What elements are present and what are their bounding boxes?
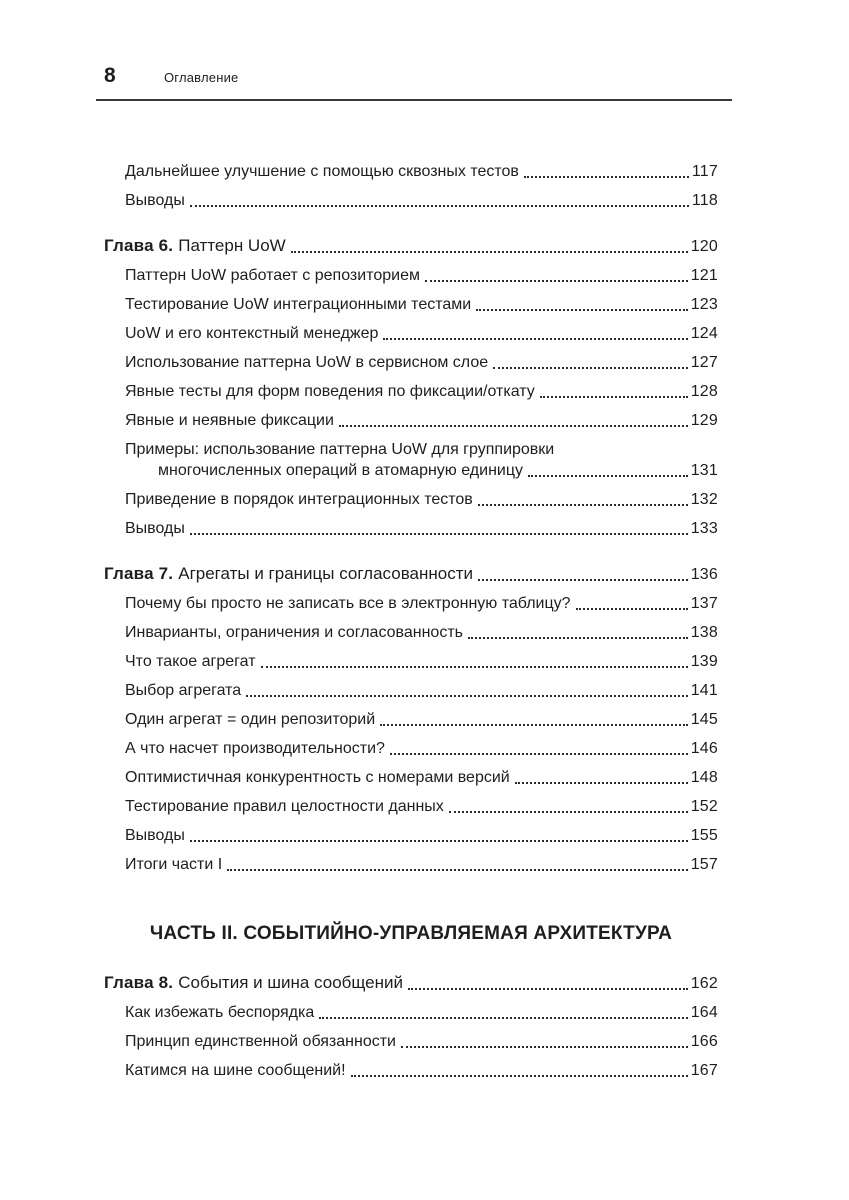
entry-title: Агрегаты и границы согласованности (178, 564, 474, 583)
dot-leader (351, 1075, 688, 1077)
toc-entry (104, 768, 718, 787)
chapter-label: Глава 8. (104, 973, 174, 992)
page-number: 152 (690, 798, 718, 815)
entry-title: Явные тесты для форм поведения по фиксации/откату (125, 383, 535, 400)
entry-title: Выбор агрегата (125, 682, 242, 699)
entry-title: Оптимистичная конкурентность с номерами версий (125, 769, 510, 786)
dot-leader (190, 533, 688, 535)
toc-entry (104, 1061, 718, 1080)
toc-entry (104, 855, 718, 874)
entry-title: Выводы (125, 192, 185, 209)
toc-entry-continuation (104, 461, 718, 480)
dot-leader (390, 753, 688, 755)
dot-leader (380, 724, 688, 726)
page-number: 132 (690, 491, 718, 508)
entry-title: Выводы (125, 827, 185, 844)
dot-leader (246, 695, 688, 697)
dot-leader (227, 869, 688, 871)
page-number: 137 (690, 595, 718, 612)
entry-title: Почему бы просто не записать все в электронную таблицу? (125, 595, 571, 612)
page-number: 131 (690, 462, 718, 479)
entry-title: Тестирование правил целостности данных (125, 798, 444, 815)
chapter-label: Глава 7. (104, 564, 174, 583)
entry-title: Катимся на шине сообщений! (125, 1062, 346, 1079)
page-number: 155 (690, 827, 718, 844)
dot-leader (478, 504, 688, 506)
dot-leader (190, 840, 688, 842)
toc-entry (104, 797, 718, 816)
entry-title: Тестирование UoW интеграционными тестами (125, 296, 472, 313)
entry-title: Принцип единственной обязанности (125, 1033, 396, 1050)
toc-entry (104, 162, 718, 181)
toc-entry-chapter (104, 973, 718, 993)
toc-entry-wrapped (104, 440, 718, 459)
dot-leader (291, 251, 688, 253)
dot-leader (576, 608, 688, 610)
running-title: Оглавление (163, 70, 239, 85)
toc-entry (104, 411, 718, 430)
entry-title: многочисленных операций в атомарную единицу (158, 462, 524, 479)
toc-entry (104, 826, 718, 845)
toc-entry (104, 519, 718, 538)
dot-leader (425, 280, 688, 282)
toc-entry-chapter (104, 564, 718, 584)
part-heading: ЧАСТЬ II. СОБЫТИЙНО-УПРАВЛЯЕМАЯ АРХИТЕКТУРА (149, 923, 673, 944)
entry-title: События и шина сообщений (178, 973, 404, 992)
entry-title: UoW и его контекстный менеджер (125, 325, 379, 342)
page-number: 162 (690, 975, 718, 992)
dot-leader (449, 811, 688, 813)
dot-leader (524, 176, 689, 178)
dot-leader (401, 1046, 688, 1048)
entry-title: Выводы (125, 520, 185, 537)
toc-entry (104, 594, 718, 613)
dot-leader (468, 637, 688, 639)
page-number: 121 (690, 267, 718, 284)
entry-title: Что такое агрегат (125, 653, 256, 670)
entry-title: Один агрегат = один репозиторий (125, 711, 376, 728)
chapter-label: Глава 6. (104, 236, 174, 255)
toc-entry (104, 623, 718, 642)
entry-title: Как избежать беспорядка (125, 1004, 315, 1021)
page-number: 117 (691, 163, 718, 180)
page-number: 133 (690, 520, 718, 537)
dot-leader (339, 425, 688, 427)
dot-leader (515, 782, 688, 784)
page-number: 164 (690, 1004, 718, 1021)
entry-title: Дальнейшее улучшение с помощью сквозных тестов (125, 163, 519, 180)
page-number: 127 (690, 354, 718, 371)
dot-leader (493, 367, 688, 369)
header-rule (96, 99, 732, 101)
page-number: 128 (690, 383, 718, 400)
page-number: 146 (690, 740, 718, 757)
page-number: 129 (690, 412, 718, 429)
toc-entry (104, 490, 718, 509)
toc-entry (104, 353, 718, 372)
toc-entry (104, 295, 718, 314)
entry-title: Итоги части I (125, 856, 223, 873)
dot-leader (383, 338, 687, 340)
toc-entry (104, 681, 718, 700)
toc-entry (104, 710, 718, 729)
entry-title: Явные и неявные фиксации (125, 412, 334, 429)
page-number: 124 (690, 325, 718, 342)
dot-leader (478, 579, 688, 581)
toc-entry (104, 382, 718, 401)
dot-leader (476, 309, 687, 311)
toc-list (104, 152, 718, 1080)
toc-entry (104, 1003, 718, 1022)
page-header (104, 64, 238, 88)
toc-entry (104, 1032, 718, 1051)
dot-leader (540, 396, 688, 398)
entry-title: Приведение в порядок интеграционных тестов (125, 491, 473, 508)
entry-title: Использование паттерна UoW в сервисном слое (125, 354, 489, 371)
dot-leader (319, 1017, 687, 1019)
page-number: 118 (691, 192, 718, 209)
toc-entry (104, 739, 718, 758)
toc-entry (104, 324, 718, 343)
entry-title: Паттерн UoW (178, 236, 286, 255)
page-number: 145 (690, 711, 718, 728)
toc-entry (104, 266, 718, 285)
page-number: 136 (690, 566, 718, 583)
page-number: 167 (690, 1062, 718, 1079)
entry-title: Паттерн UoW работает с репозиторием (125, 267, 420, 284)
toc-entry-chapter (104, 236, 718, 256)
page-number: 139 (690, 653, 718, 670)
dot-leader (261, 666, 688, 668)
page-number: 157 (690, 856, 718, 873)
page-number: 123 (690, 296, 718, 313)
entry-title: А что насчет производительности? (125, 740, 385, 757)
entry-title: Примеры: использование паттерна UoW для группировки (125, 441, 555, 458)
toc-entry (104, 191, 718, 210)
dot-leader (528, 475, 688, 477)
dot-leader (408, 988, 688, 990)
page-number: 166 (690, 1033, 718, 1050)
page-number: 138 (690, 624, 718, 641)
page-number: 141 (690, 682, 718, 699)
entry-title: Инварианты, ограничения и согласованность (125, 624, 463, 641)
page-number: 8 (104, 64, 116, 87)
page-number: 120 (690, 238, 718, 255)
page-number: 148 (690, 769, 718, 786)
dot-leader (190, 205, 689, 207)
toc-entry (104, 652, 718, 671)
